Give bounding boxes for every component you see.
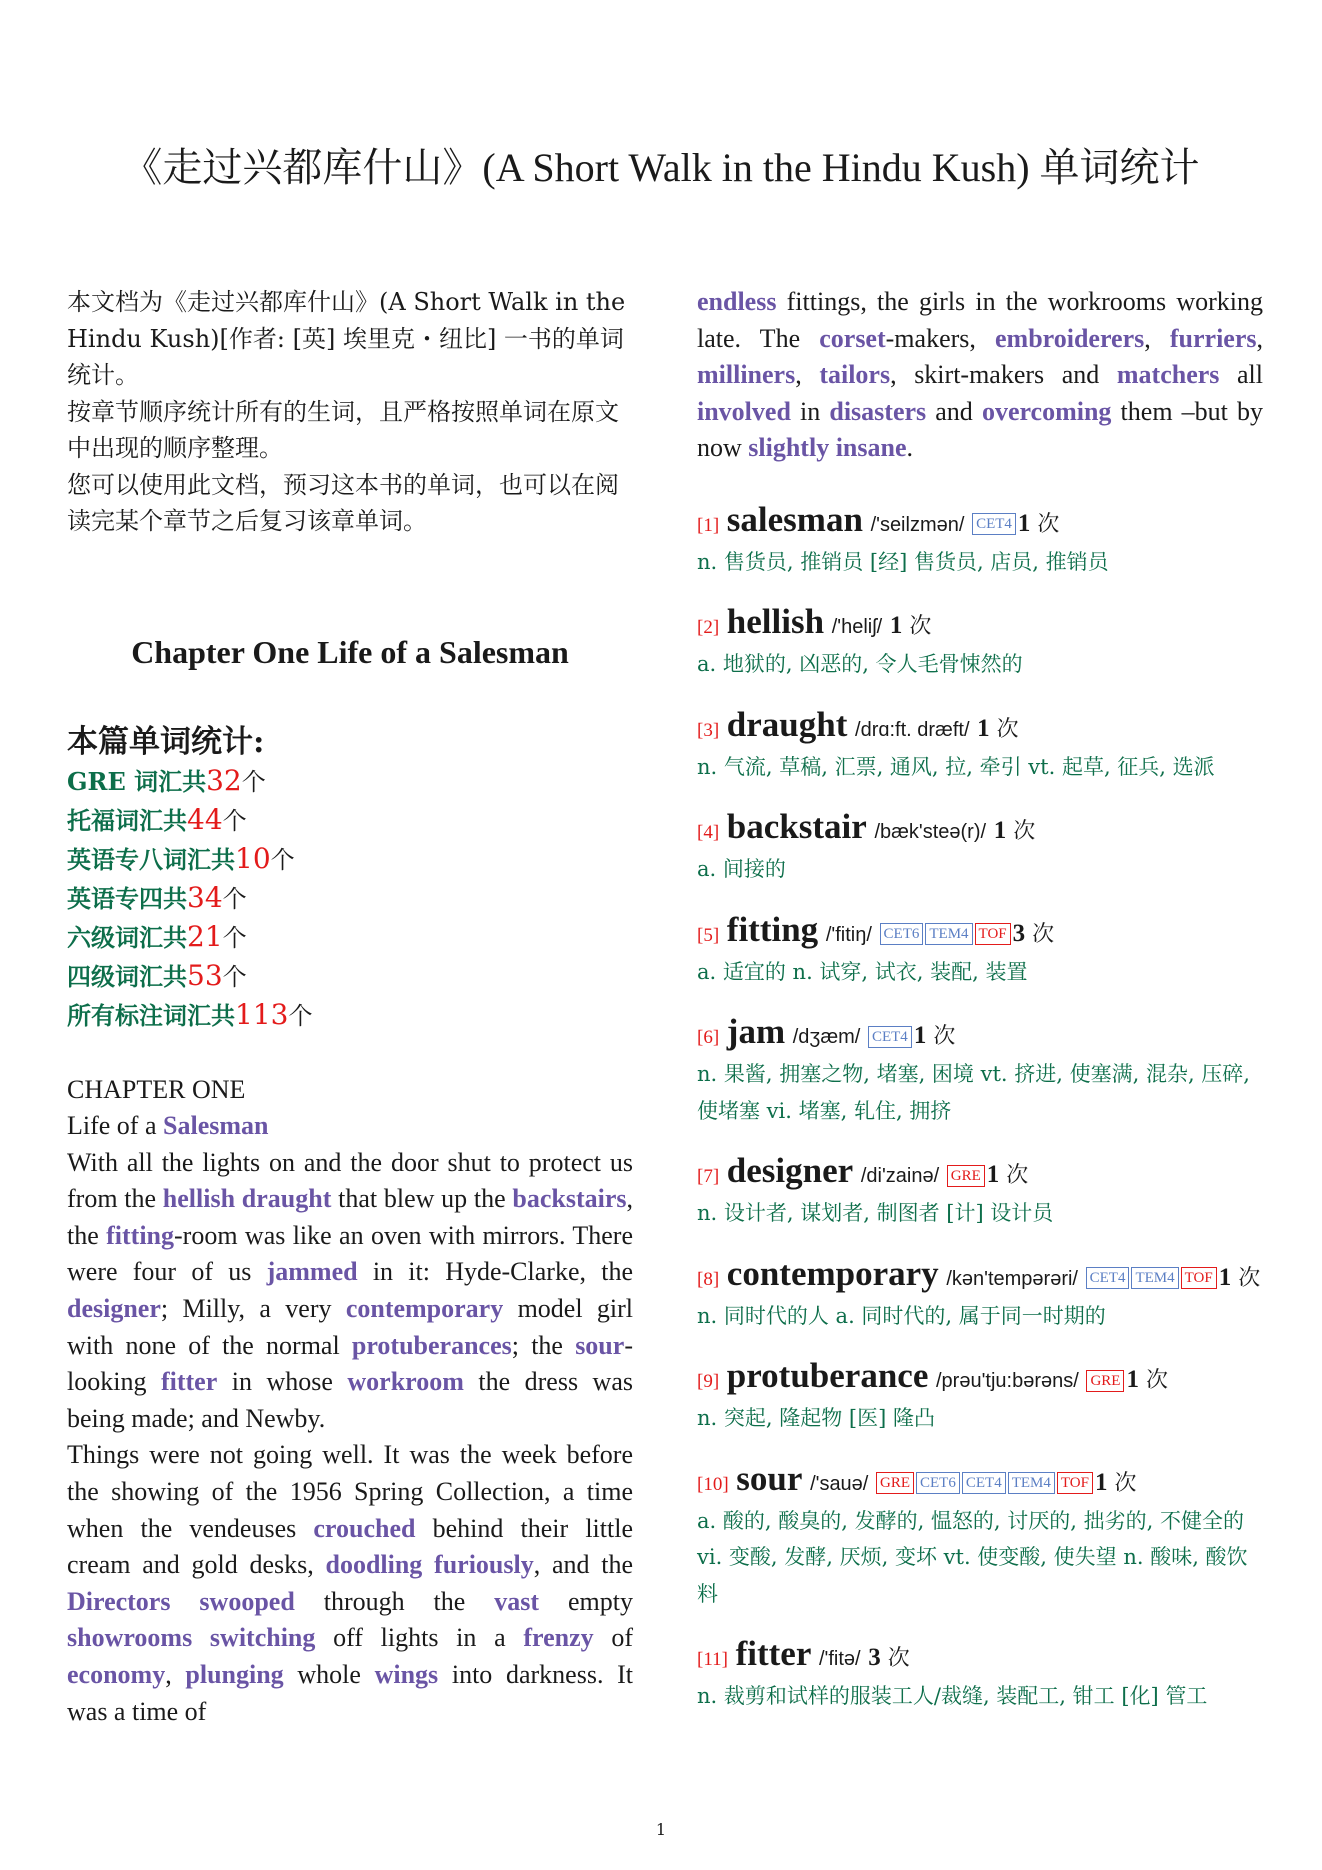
text-run: off lights in a: [315, 1623, 524, 1653]
headword: fitting: [726, 909, 819, 949]
subtitle-prefix: Life of a: [67, 1111, 164, 1141]
stat-label: 所有标注词汇共: [67, 1000, 235, 1030]
vocab-entry: [697, 1635, 1263, 1715]
definition: n. 设计者, 谋划者, 制图者 [计] 设计员: [697, 1201, 1054, 1226]
level-tag: TOF: [1057, 1472, 1093, 1494]
text-run: ,: [1256, 323, 1263, 353]
stats-list: [67, 762, 633, 1035]
stat-row: [67, 957, 633, 996]
stat-unit: 个: [241, 767, 266, 796]
stat-row: [67, 879, 633, 918]
highlighted-word: wings: [374, 1660, 439, 1689]
highlighted-word: hellish: [162, 1184, 236, 1214]
intro-section: [67, 284, 633, 540]
text-run: of: [593, 1623, 633, 1653]
highlighted-word: endless: [697, 287, 777, 316]
headword: jam: [726, 1012, 786, 1052]
count-unit: 次: [1006, 1163, 1029, 1189]
stat-label: 英语专八词汇共: [67, 844, 235, 874]
highlighted-word: doodling furiously: [325, 1550, 534, 1580]
count-unit: 次: [887, 1646, 910, 1672]
stat-row: [67, 801, 633, 840]
count-unit: 次: [1145, 1368, 1168, 1394]
entry-header: [697, 1152, 1263, 1195]
count-unit: 次: [1238, 1265, 1261, 1291]
entry-header: [697, 501, 1263, 544]
text-run: in it: Hyde-Clarke, the: [357, 1257, 633, 1287]
left-column: [67, 284, 633, 1730]
highlighted-word: tailors: [819, 360, 891, 390]
stat-unit: 个: [222, 806, 247, 835]
stat-count: 32: [206, 763, 242, 797]
entry-header: [697, 911, 1263, 954]
text-run: Things were not going well. It was the week before the showing of the 1956 Spring Collection, a time when the vendeuses: [67, 1440, 633, 1543]
text-run: behind their little cream and gold desks,: [67, 1513, 633, 1580]
highlighted-word: involved: [697, 396, 791, 426]
count-value: 1: [1017, 509, 1031, 537]
definition: a. 地狱的, 凶恶的, 令人毛骨悚然的: [697, 652, 1023, 677]
count-value: 1: [889, 612, 903, 640]
highlighted-word: sour: [575, 1330, 625, 1360]
level-tag: TOF: [975, 923, 1011, 945]
stat-row: [67, 840, 633, 879]
text-run: empty: [539, 1586, 633, 1616]
chapter-subtitle: [67, 1108, 633, 1145]
stat-unit: 个: [222, 923, 247, 952]
definition: n. 裁剪和试样的服装工人/裁缝, 装配工, 钳工 [化] 管工: [697, 1684, 1208, 1709]
count-unit: 次: [996, 716, 1019, 742]
highlighted-word: frenzy: [523, 1623, 594, 1653]
entry-header: [697, 603, 1263, 646]
definition: a. 酸的, 酸臭的, 发酵的, 愠怒的, 讨厌的, 拙劣的, 不健全的 vi. 变酸, 发酵, 厌烦, 变坏 vt. 使变酸, 使失望 n. 酸味, 酸饮料: [697, 1508, 1248, 1606]
vocabulary-list: [697, 501, 1263, 1715]
stat-row: [67, 996, 633, 1035]
entry-header: [697, 1460, 1263, 1503]
story-body: [67, 1145, 633, 1731]
text-run: model girl with none of the normal: [67, 1294, 634, 1360]
occurrence-count: [994, 819, 1036, 844]
highlighted-word: slightly insane: [748, 433, 907, 463]
stat-count: 10: [235, 841, 271, 875]
entry-header: [697, 1255, 1263, 1298]
text-run: ,: [1144, 323, 1170, 353]
entry-header: [697, 1635, 1263, 1678]
stat-label: GRE 词汇共: [67, 766, 207, 796]
text-run: -looking: [67, 1330, 633, 1397]
vocab-entry: [697, 1460, 1263, 1613]
highlighted-word: plunging: [185, 1660, 284, 1689]
text-run: [235, 1184, 242, 1213]
text-run: , and the: [533, 1550, 634, 1580]
entry-index: [3]: [697, 719, 720, 741]
story-paragraph: [697, 284, 1263, 467]
count-value: 1: [913, 1022, 927, 1050]
count-value: 1: [993, 817, 1007, 845]
definition: n. 售货员, 推销员 [经] 售货员, 店员, 推销员: [697, 549, 1109, 574]
entry-index: [6]: [697, 1027, 720, 1049]
text-run: -room was like an oven with mirrors. There were four of us: [67, 1220, 633, 1287]
highlighted-word: milliners: [697, 360, 796, 390]
stat-label: 英语专四共: [67, 883, 187, 913]
text-run: ,: [795, 360, 820, 390]
highlighted-word: fitter: [160, 1367, 218, 1397]
vocab-entry: [697, 1013, 1263, 1129]
entry-index: [11]: [697, 1649, 728, 1671]
entry-index: [2]: [697, 617, 720, 639]
phonetic: /'sauə/: [810, 1472, 869, 1495]
count-unit: 次: [909, 614, 932, 640]
vocab-entry: [697, 1357, 1263, 1437]
highlighted-word: contemporary: [345, 1294, 504, 1324]
intro-paragraph: 按章节顺序统计所有的生词，且严格按照单词在原文中出现的顺序整理。: [67, 397, 619, 462]
stat-row: [67, 918, 633, 957]
vocab-entry: [697, 1152, 1263, 1232]
entry-header: [697, 1013, 1263, 1056]
page-title: 《走过兴都库什山》(A Short Walk in the Hindu Kush) 单词统计: [122, 145, 1200, 190]
stat-count: 44: [187, 802, 223, 836]
stat-unit: 个: [222, 962, 247, 991]
count-value: 1: [986, 1161, 1000, 1189]
entry-index: [7]: [697, 1166, 720, 1188]
highlighted-word: switching: [209, 1623, 316, 1653]
text-run: in whose: [217, 1367, 348, 1397]
level-tag: CET4: [868, 1026, 912, 1048]
stat-count: 21: [187, 919, 223, 953]
level-tag: GRE: [1086, 1370, 1124, 1392]
level-tag: TEM4: [925, 923, 972, 945]
vocab-entry: [697, 603, 1263, 683]
highlighted-word: corset: [819, 323, 886, 353]
highlighted-word: embroiderers: [995, 323, 1145, 353]
story-paragraph: [67, 1440, 633, 1725]
count-unit: 次: [1114, 1470, 1137, 1496]
highlighted-word: workroom: [347, 1367, 464, 1397]
definition: n. 同时代的人 a. 同时代的, 属于同一时期的: [697, 1303, 1106, 1328]
occurrence-count: [1017, 509, 1060, 537]
highlighted-word: fitting: [106, 1220, 175, 1250]
stat-count: 53: [187, 958, 223, 992]
entry-header: [697, 706, 1263, 749]
highlighted-word: protuberances: [351, 1330, 512, 1360]
occurrence-count: [890, 614, 932, 639]
chapter-line: CHAPTER ONE: [67, 1074, 246, 1104]
occurrence-count: [1012, 919, 1055, 947]
occurrence-count: [914, 1024, 956, 1049]
phonetic: /drɑ:ft. dræft/: [855, 718, 970, 741]
stat-count: 113: [235, 997, 289, 1031]
headword: draught: [726, 704, 848, 744]
text-run: , skirt-makers and: [890, 360, 1117, 390]
phonetic: /'fitiŋ/: [825, 923, 872, 946]
phonetic: /'heliʃ/: [831, 616, 883, 639]
phonetic: /bæk'steə(r)/: [874, 821, 987, 844]
headword: protuberance: [726, 1356, 929, 1396]
page-number: 1: [655, 1820, 667, 1839]
definition: n. 果酱, 拥塞之物, 堵塞, 困境 vt. 挤进, 使塞满, 混杂, 压碎, 使堵塞 vi. 堵塞, 轧住, 拥挤: [697, 1062, 1250, 1123]
stat-unit: 个: [222, 884, 247, 913]
entry-index: [8]: [697, 1268, 720, 1290]
text-run: in: [790, 396, 830, 426]
text-run: into darkness. It was a time of: [67, 1660, 634, 1726]
highlighted-word: showrooms: [67, 1623, 193, 1653]
stat-unit: 个: [270, 845, 295, 874]
vocab-entry: [697, 1255, 1263, 1335]
phonetic: /di'zainə/: [860, 1165, 940, 1188]
highlighted-word: designer: [67, 1294, 161, 1324]
highlighted-word: Salesman: [163, 1111, 269, 1141]
occurrence-count: [1094, 1468, 1137, 1496]
definition: a. 间接的: [697, 857, 786, 882]
count-value: 3: [1012, 919, 1026, 947]
definition: n. 突起, 隆起物 [医] 隆凸: [697, 1406, 935, 1431]
level-tag: TEM4: [1131, 1267, 1178, 1289]
text-run: ; the: [511, 1330, 576, 1360]
entry-header: [697, 808, 1263, 851]
headword: sour: [736, 1458, 803, 1498]
text-run: -makers,: [885, 323, 996, 353]
highlighted-word: vast: [494, 1586, 540, 1616]
level-tag: GRE: [876, 1472, 914, 1494]
count-value: 1: [977, 714, 990, 742]
intro-paragraph: 您可以使用此文档，预习这本书的单词，也可以在阅读完某个章节之后复习该章单词。: [67, 470, 619, 535]
text-run: , the: [67, 1184, 634, 1250]
stat-row: [67, 762, 633, 801]
headword: backstair: [726, 807, 867, 847]
occurrence-count: [868, 1646, 910, 1671]
text-run: ,: [165, 1660, 186, 1689]
entry-index: [9]: [697, 1371, 720, 1393]
text-run: whole: [283, 1660, 375, 1689]
entry-index: [5]: [697, 924, 720, 946]
level-tag: CET6: [916, 1472, 960, 1494]
phonetic: /'seilzmən/: [870, 513, 965, 536]
highlighted-word: economy: [67, 1660, 166, 1689]
headword: hellish: [726, 602, 825, 642]
right-column: [697, 284, 1263, 1738]
stat-count: 34: [187, 880, 223, 914]
phonetic: /dʒæm/: [792, 1026, 861, 1049]
stat-label: 六级词汇共: [67, 922, 187, 952]
highlighted-word: swooped: [199, 1586, 295, 1616]
stat-label: 托福词汇共: [67, 805, 187, 835]
highlighted-word: jammed: [266, 1257, 358, 1287]
occurrence-count: [1126, 1368, 1168, 1393]
stat-label: 四级词汇共: [67, 961, 187, 991]
count-value: 1: [1218, 1263, 1232, 1291]
text-run: [170, 1587, 199, 1616]
definition: n. 气流, 草稿, 汇票, 通风, 拉, 牵引 vt. 起草, 征兵, 选派: [697, 754, 1215, 779]
highlighted-word: Directors: [67, 1586, 171, 1616]
phonetic: /'fitə/: [819, 1648, 861, 1671]
occurrence-count: [977, 714, 1019, 742]
story-paragraph: [67, 1148, 633, 1433]
occurrence-count: [1218, 1263, 1261, 1291]
level-tag: TEM4: [1008, 1472, 1055, 1494]
count-unit: 次: [1032, 921, 1055, 947]
text-run: that blew up the: [331, 1184, 513, 1214]
text-run: [192, 1623, 210, 1652]
level-tag: CET4: [972, 513, 1016, 535]
entry-header: [697, 1357, 1263, 1400]
level-tag: CET6: [880, 923, 924, 945]
level-tag: CET4: [962, 1472, 1006, 1494]
phonetic: /prəu'tju:bərəns/: [936, 1370, 1079, 1393]
occurrence-count: [987, 1163, 1029, 1188]
level-tag: CET4: [1086, 1267, 1130, 1289]
text-run: ; Milly, a very: [160, 1294, 346, 1324]
stats-heading: 本篇单词统计:: [67, 723, 265, 760]
highlighted-word: backstairs: [512, 1184, 627, 1214]
headword: fitter: [735, 1634, 812, 1674]
text-run: the dress was being made; and Newby.: [67, 1367, 633, 1433]
level-tag: GRE: [947, 1165, 985, 1187]
highlighted-word: crouched: [313, 1513, 416, 1543]
intro-paragraph: 本文档为《走过兴都库什山》(A Short Walk in the Hindu Kush)[作者: [英] 埃里克・纽比] 一书的单词统计。: [67, 288, 626, 389]
entry-index: [4]: [697, 822, 720, 844]
text-run: and: [926, 396, 982, 426]
highlighted-word: furriers: [1169, 323, 1257, 353]
count-unit: 次: [1013, 819, 1036, 845]
entry-index: [10]: [697, 1473, 729, 1495]
highlighted-word: matchers: [1116, 360, 1220, 390]
story-continuation: [697, 284, 1263, 467]
definition: a. 适宜的 n. 试穿, 试衣, 装配, 装置: [697, 959, 1028, 984]
vocab-entry: [697, 706, 1263, 786]
count-value: 3: [868, 1644, 881, 1672]
vocab-entry: [697, 911, 1263, 991]
headword: designer: [726, 1151, 854, 1191]
phonetic: /kən'tempərəri/: [946, 1267, 1078, 1290]
entry-index: [1]: [697, 514, 720, 536]
highlighted-word: overcoming: [981, 396, 1112, 426]
stat-unit: 个: [288, 1001, 313, 1030]
count-value: 1: [1094, 1468, 1108, 1496]
level-tag: TOF: [1181, 1267, 1217, 1289]
text-run: fittings, the girls in the workrooms working late. The: [697, 287, 1263, 353]
story-text: [67, 1072, 633, 1731]
text-run: through the: [294, 1586, 495, 1616]
text-run: .: [906, 433, 913, 463]
highlighted-word: disasters: [829, 396, 927, 426]
count-unit: 次: [933, 1024, 956, 1050]
text-run: With all the lights on and the door shut to protect us from the: [67, 1147, 633, 1214]
headword: contemporary: [726, 1253, 939, 1293]
chapter-heading: Chapter One Life of a Salesman: [131, 633, 569, 670]
text-run: them –but by now: [697, 396, 1263, 463]
count-unit: 次: [1037, 511, 1060, 537]
vocab-entry: [697, 501, 1263, 581]
highlighted-word: draught: [241, 1184, 332, 1214]
headword: salesman: [726, 499, 863, 539]
count-value: 1: [1126, 1366, 1139, 1394]
vocab-entry: [697, 808, 1263, 888]
text-run: all: [1219, 360, 1263, 390]
